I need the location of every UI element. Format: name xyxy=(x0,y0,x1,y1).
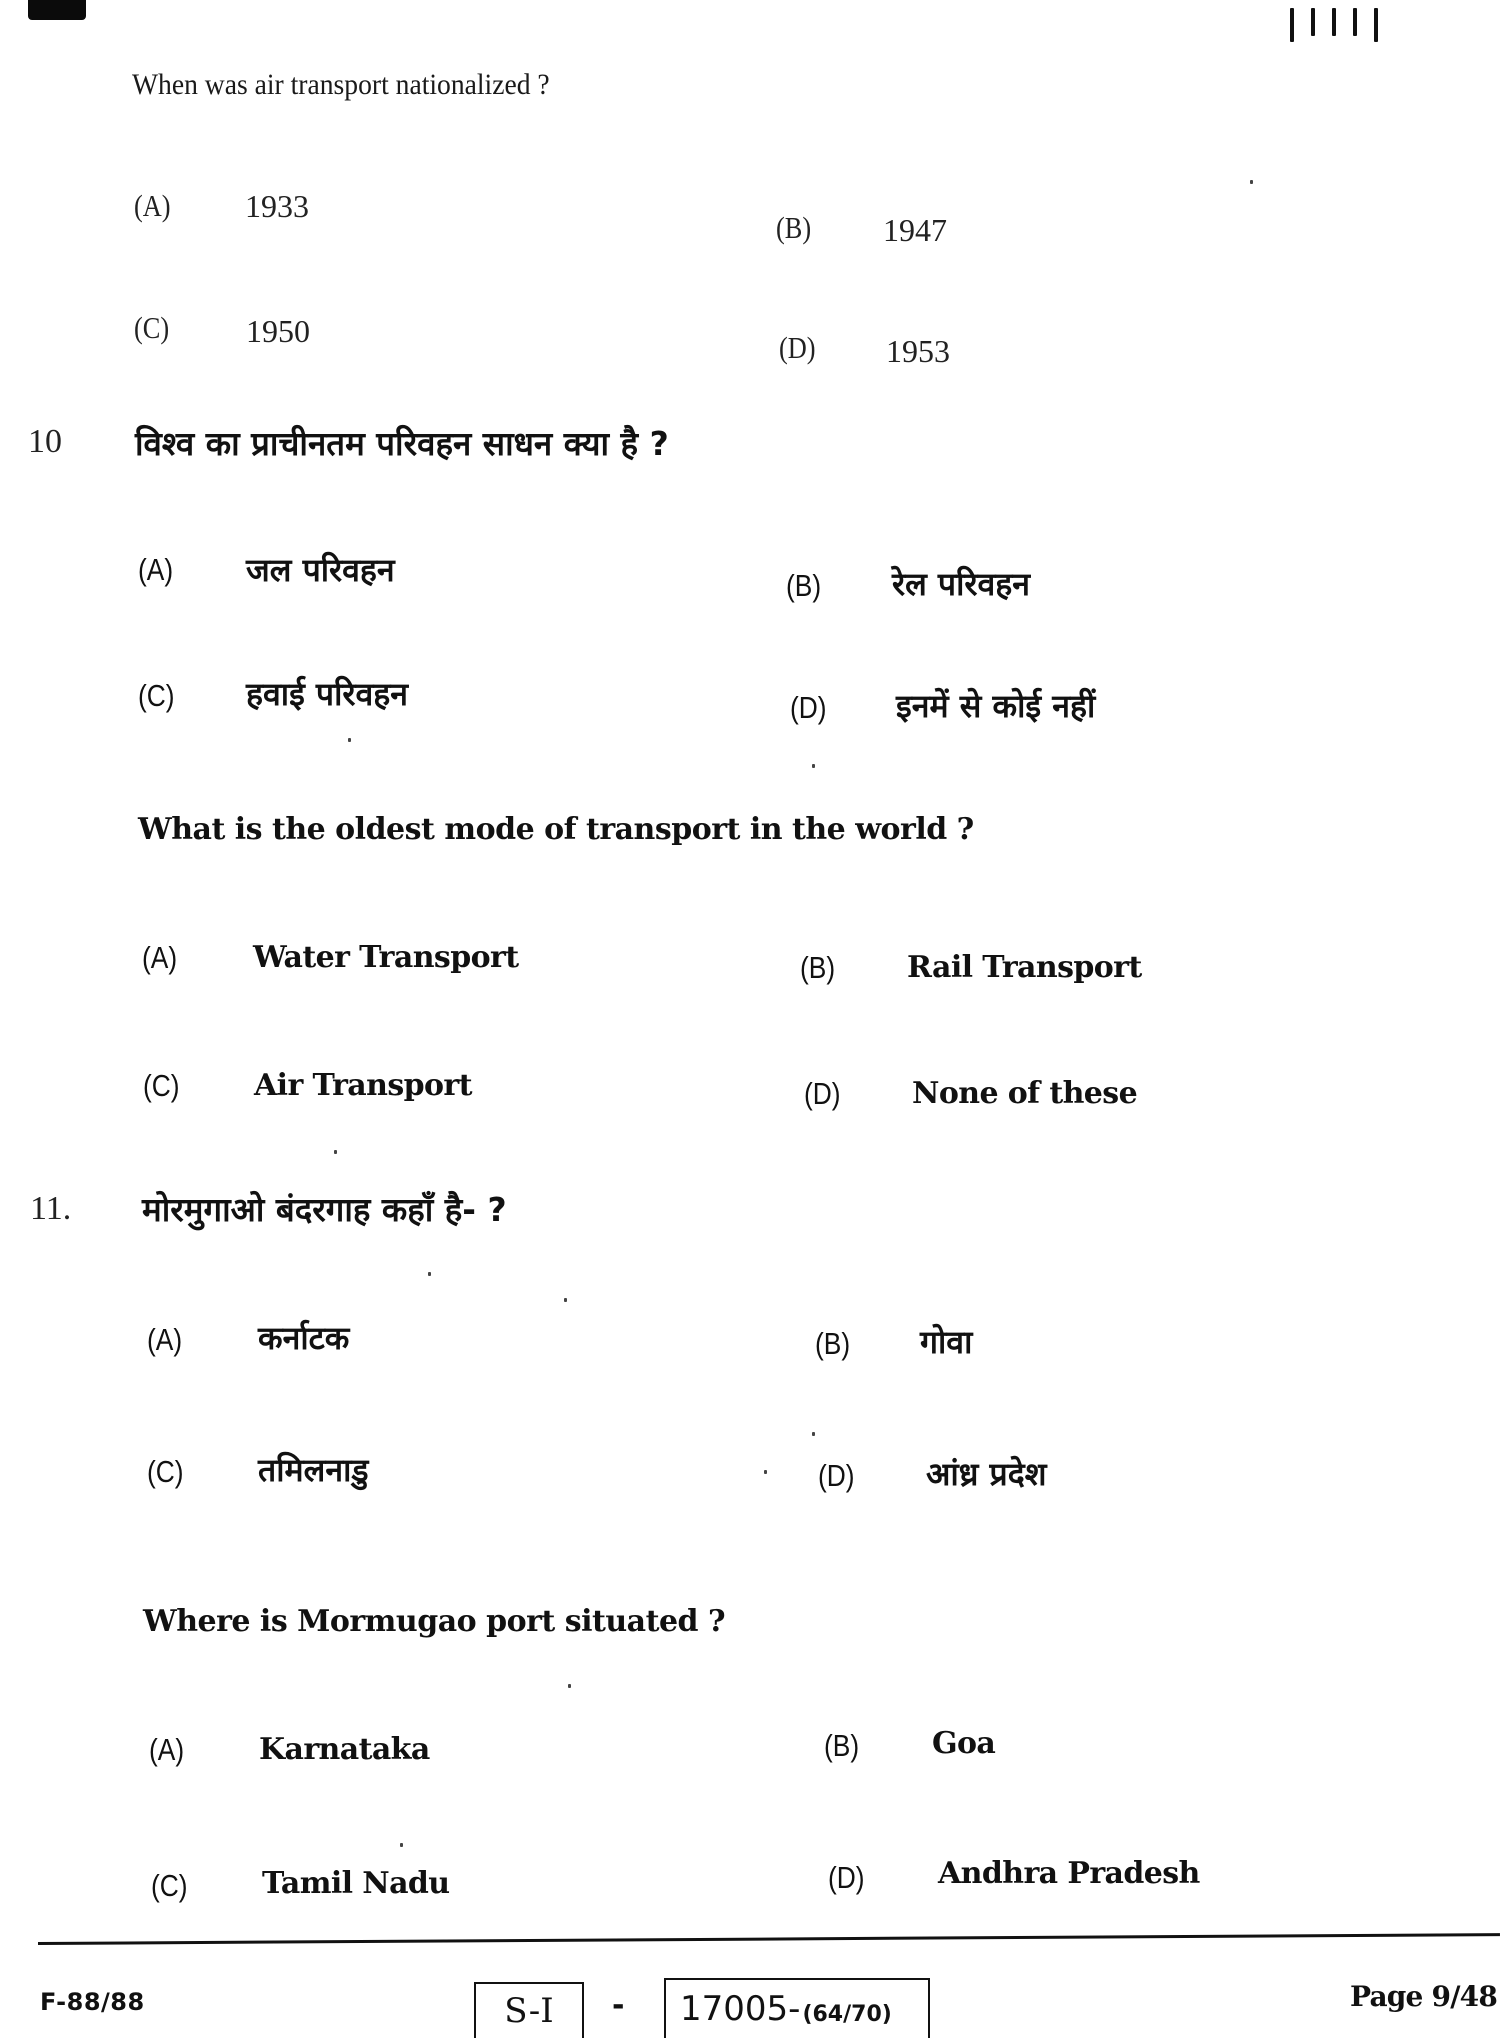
barcode-bar xyxy=(1332,8,1336,36)
q11-en-option-c-text: Tamil Nadu xyxy=(262,1866,450,1901)
q10-en-option-d-label: (D) xyxy=(804,1076,841,1111)
q11-en-option-d-label: (D) xyxy=(828,1860,865,1895)
q9-option-b-text: 1947 xyxy=(883,212,947,248)
scan-speck xyxy=(764,1470,767,1474)
scan-speck xyxy=(1250,180,1253,184)
q11-en-option-b-label: (B) xyxy=(824,1728,860,1763)
q10-hi-option-b-text: रेल परिवहन xyxy=(892,565,1031,603)
q11-en-option-a-text: Karnataka xyxy=(259,1732,430,1767)
q10-hi-option-d-text: इनमें से कोई नहीं xyxy=(896,687,1096,725)
q10-hi-option-c-text: हवाई परिवहन xyxy=(246,675,409,713)
series-code: S-I xyxy=(504,1991,554,2031)
page-number: Page 9/48 xyxy=(1349,1980,1497,2013)
q9-option-a-label: (A) xyxy=(134,188,171,223)
q11-hi-option-c-text: तमिलनाडु xyxy=(258,1451,369,1489)
q11-hi-option-a-label: (A) xyxy=(147,1322,183,1357)
scan-speck xyxy=(564,1298,567,1302)
scan-speck xyxy=(812,764,815,768)
q9-option-a-text: 1933 xyxy=(245,188,309,224)
question-9-text-en: When was air transport nationalized ? xyxy=(132,68,550,101)
q11-en-option-b-text: Goa xyxy=(932,1726,996,1761)
scan-speck xyxy=(348,738,351,742)
question-10-number: 10 xyxy=(28,423,62,460)
q10-en-option-b-label: (B) xyxy=(800,950,836,985)
question-10-text-hi: विश्व का प्राचीनतम परिवहन साधन क्या है ? xyxy=(135,424,669,463)
q10-hi-option-c-label: (C) xyxy=(138,678,175,713)
question-11-number: 11. xyxy=(30,1190,72,1227)
q10-en-option-c-label: (C) xyxy=(143,1068,180,1103)
q11-en-option-d-text: Andhra Pradesh xyxy=(938,1856,1200,1891)
corner-registration-mark xyxy=(28,0,86,20)
q9-option-d-text: 1953 xyxy=(886,333,950,369)
series-box xyxy=(474,1982,584,2038)
barcode-bar xyxy=(1374,8,1378,42)
q9-option-d-label: (D) xyxy=(779,330,816,365)
q9-option-b-label: (B) xyxy=(776,210,812,245)
booklet-sub-code: (64/70) xyxy=(802,2001,892,2027)
q9-option-c-label: (C) xyxy=(134,310,170,345)
barcode-marks xyxy=(1290,8,1378,42)
q10-hi-option-a-text: जल परिवहन xyxy=(246,551,395,589)
q9-option-c-text: 1950 xyxy=(246,313,310,349)
q10-hi-option-a-label: (A) xyxy=(138,552,174,587)
q11-hi-option-d-text: आंध्र प्रदेश xyxy=(926,1455,1047,1493)
question-11-text-hi: मोरमुगाओ बंदरगाह कहाँ है- ? xyxy=(142,1190,507,1229)
scan-speck xyxy=(400,1843,403,1847)
question-10-text-en: What is the oldest mode of transport in the world ? xyxy=(138,812,974,847)
q10-en-option-d-text: None of these xyxy=(912,1076,1138,1111)
q10-hi-option-d-label: (D) xyxy=(790,690,827,725)
scan-speck xyxy=(428,1272,431,1276)
q10-en-option-a-label: (A) xyxy=(142,940,178,975)
footer-separator: - xyxy=(612,1988,625,2023)
question-11-text-en: Where is Mormugao port situated ? xyxy=(143,1604,726,1639)
paper-code: F-88/88 xyxy=(40,1988,145,2016)
barcode-bar xyxy=(1290,8,1294,42)
booklet-code: 17005- xyxy=(680,1989,801,2029)
scan-speck xyxy=(334,1150,337,1154)
q10-en-option-a-text: Water Transport xyxy=(253,940,519,975)
q11-hi-option-b-text: गोवा xyxy=(920,1323,973,1361)
footer-rule xyxy=(38,1933,1500,1945)
q10-hi-option-b-label: (B) xyxy=(786,568,822,603)
q10-en-option-b-text: Rail Transport xyxy=(907,950,1142,985)
q11-en-option-c-label: (C) xyxy=(151,1868,188,1903)
q11-hi-option-b-label: (B) xyxy=(815,1326,851,1361)
q11-hi-option-d-label: (D) xyxy=(818,1458,855,1493)
q11-hi-option-c-label: (C) xyxy=(147,1454,184,1489)
q11-en-option-a-label: (A) xyxy=(149,1732,185,1767)
q11-hi-option-a-text: कर्नाटक xyxy=(258,1319,350,1357)
scan-speck xyxy=(568,1684,571,1688)
booklet-code-box xyxy=(664,1978,930,2038)
barcode-bar xyxy=(1311,8,1315,36)
barcode-bar xyxy=(1353,8,1357,36)
q10-en-option-c-text: Air Transport xyxy=(254,1068,472,1103)
scan-speck xyxy=(812,1432,815,1436)
